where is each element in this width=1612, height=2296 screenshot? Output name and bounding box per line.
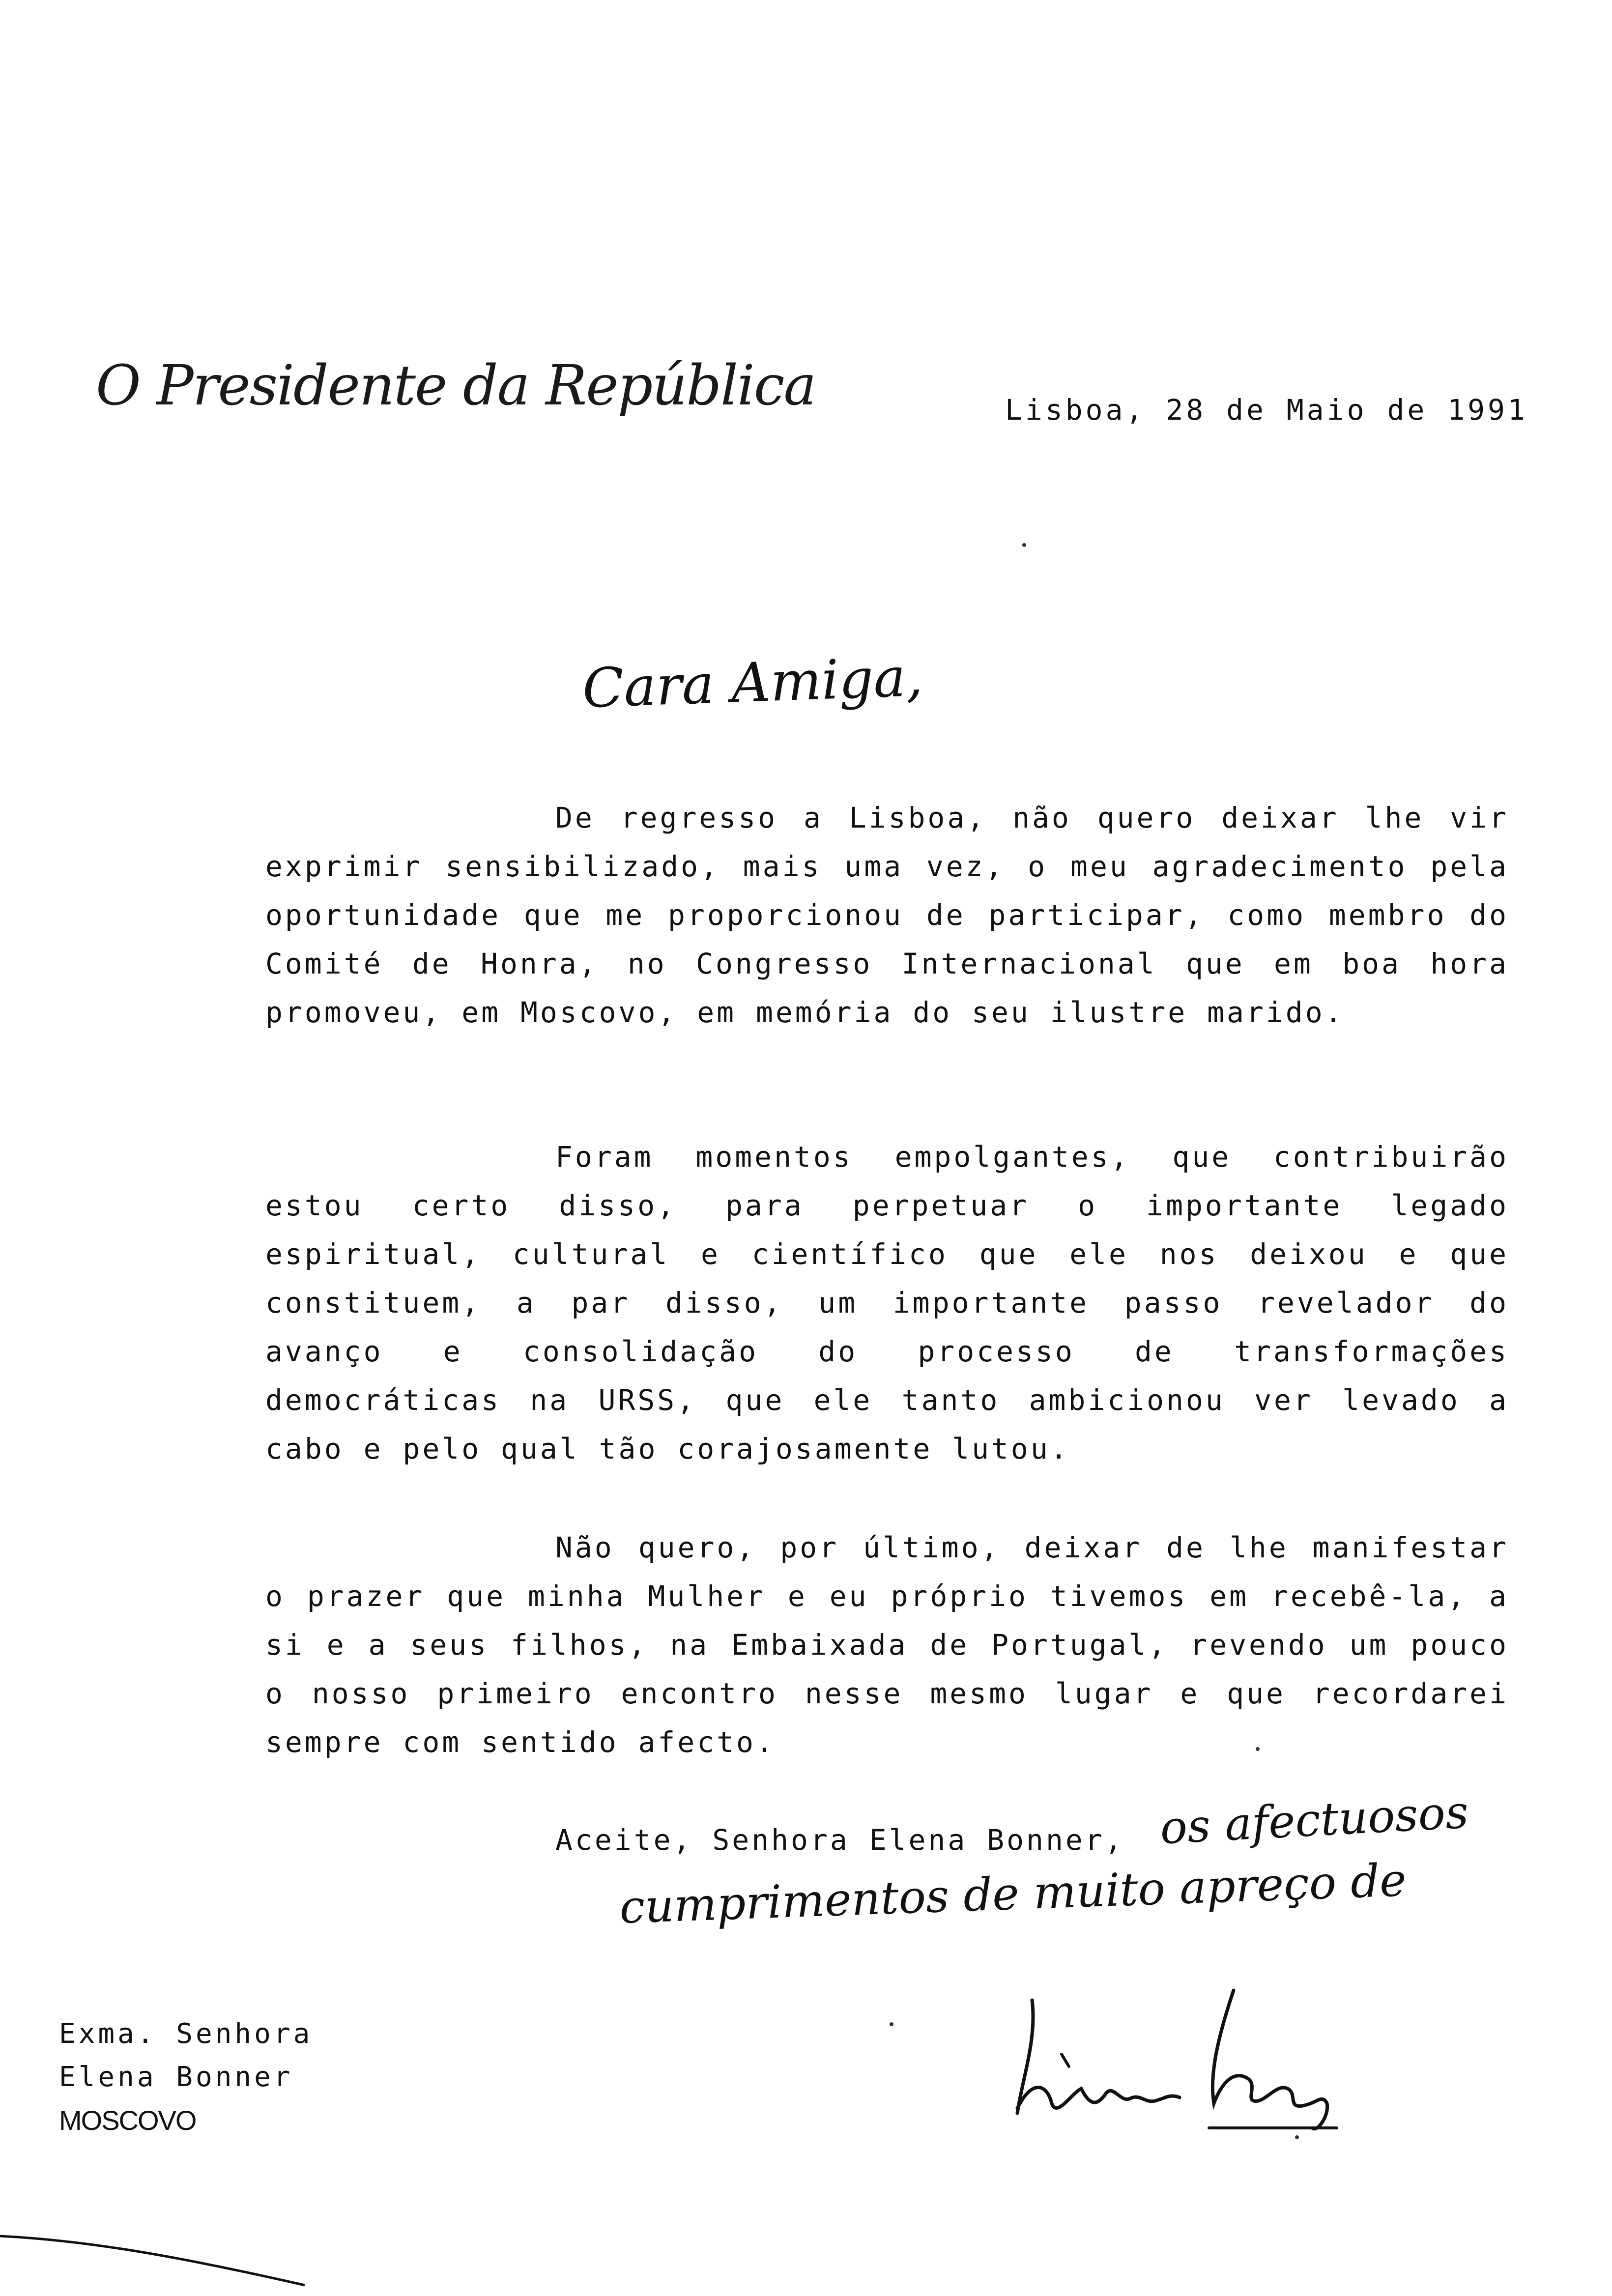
handwritten-salutation: Cara Amiga, <box>581 645 924 720</box>
recipient-name: Elena Bonner <box>59 2061 293 2093</box>
letter-date: Lisboa, 28 de Maio de 1991 <box>1005 393 1528 427</box>
recipient-city: MOSCOVO <box>59 2105 196 2136</box>
handwritten-signature <box>1003 1980 1356 2150</box>
recipient-block <box>59 2012 313 2142</box>
body-paragraph-1: De regresso a Lisboa, não quero deixar lhe vir exprimir sensibilizado, mais uma vez, o meu agradecimento pela oportunidade que me proporcionou de participar, como membro do Comité de Honra, no Congresso Internacional que em boa hora promoveu, em Moscovo, em memória do seu ilustre marido. <box>265 801 1509 1029</box>
body-paragraph-3: Não quero, por último, deixar de lhe manifestar o prazer que minha Mulher e eu próprio tivemos em recebê-la, a si e a seus filhos, na Embaixada de Portugal, revendo um pouco o nosso primeiro encontro nesse mesmo lugar e que recordarei sempre com sentido afecto. <box>265 1531 1509 1759</box>
body-paragraph-2: Foram momentos empolgantes, que contribuirão estou certo disso, para perpetuar o importante legado espiritual, cultural e científico que ele nos deixou e que constituem, a par disso, um importante passo revelador do avanço e consolidação do processo de transformações democráticas na URSS, que ele tanto ambicionou ver levado a cabo e pelo qual tão corajosamente lutou. <box>265 1140 1509 1465</box>
stray-margin-line <box>0 2231 344 2290</box>
paper-speck <box>1022 543 1026 547</box>
paper-speck <box>1256 1747 1260 1751</box>
closing-handwritten-2: cumprimentos de muito apreço de <box>618 1854 1408 1934</box>
recipient-title: Exma. Senhora <box>59 2018 313 2050</box>
closing-handwritten-1: os afectuosos <box>1158 1785 1470 1855</box>
closing-typed: Aceite, Senhora Elena Bonner, <box>555 1823 1124 1857</box>
letterhead: O Presidente da República <box>96 354 816 418</box>
paper-speck <box>890 2022 893 2026</box>
signature-scribble <box>1003 1980 1356 2148</box>
paper-speck <box>1295 2135 1299 2139</box>
